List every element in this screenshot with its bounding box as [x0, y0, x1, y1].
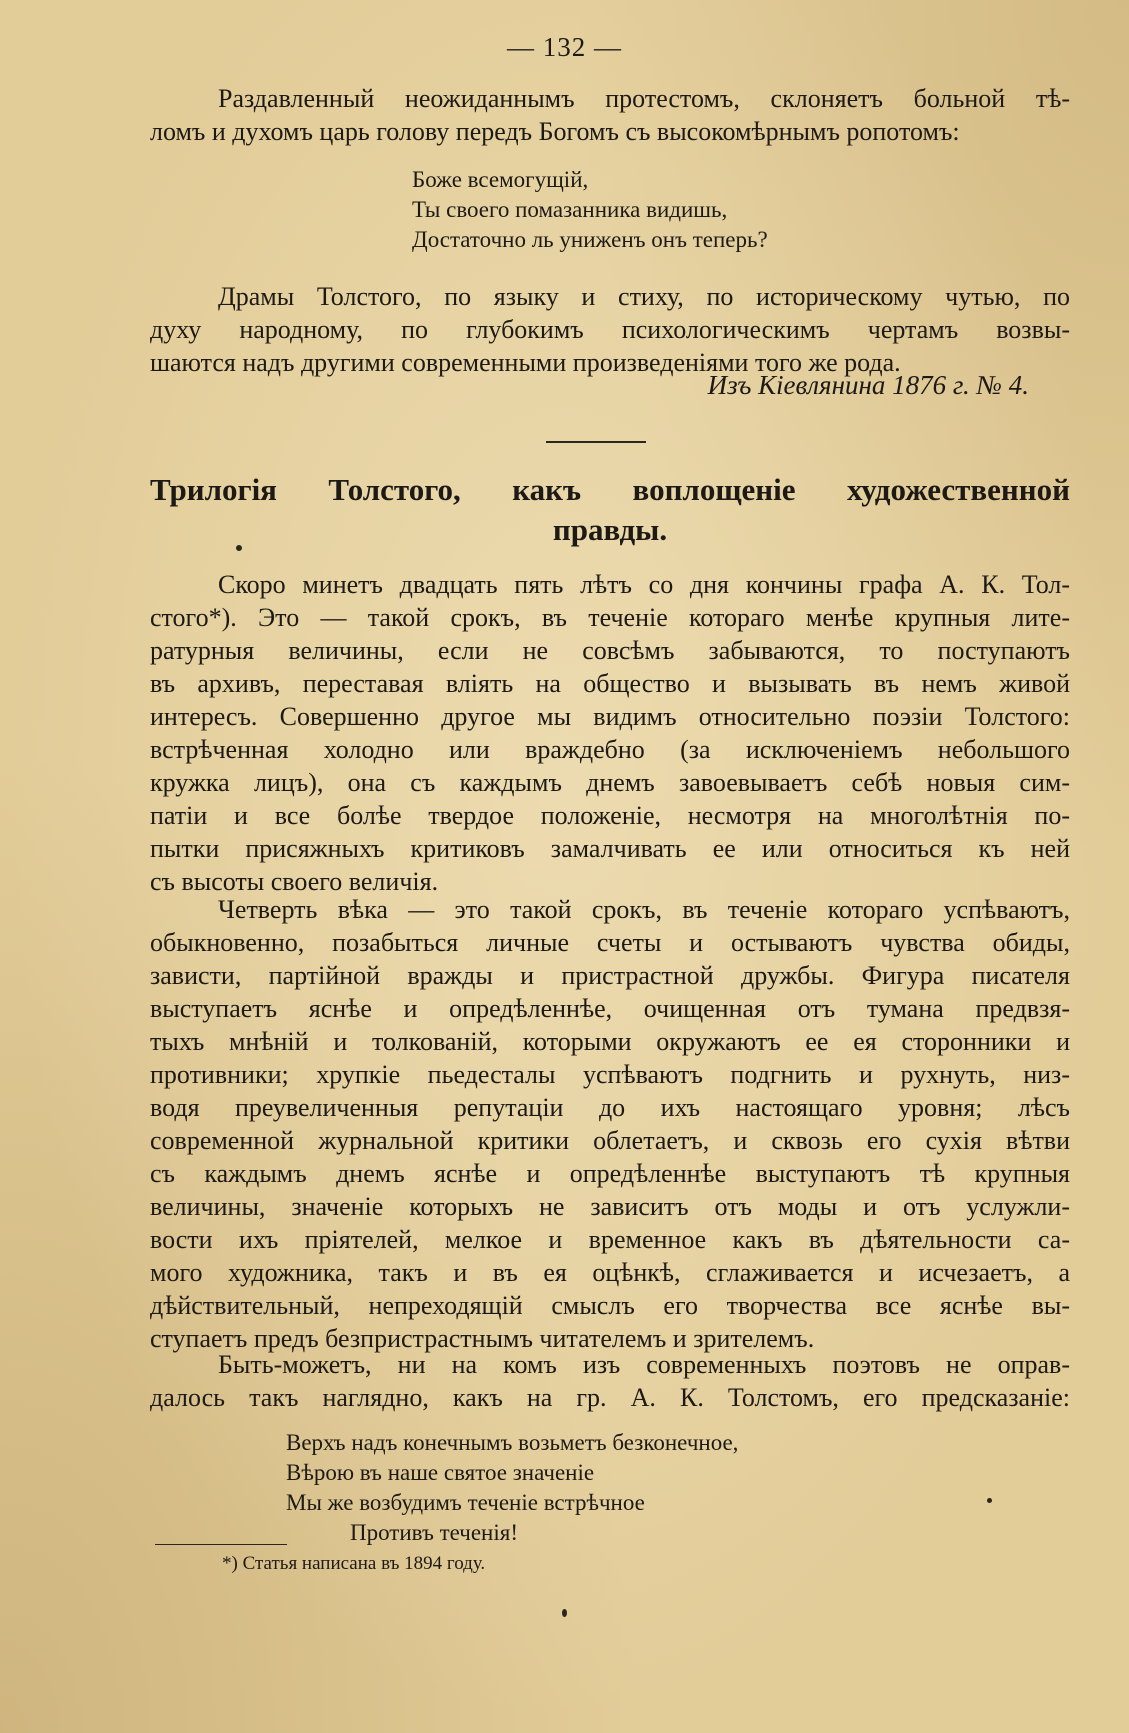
text-line: встрѣченная холодно или враждебно (за исключеніемъ небольшого [150, 735, 1070, 764]
text-line: кружка лицъ), она съ каждымъ днемъ завоевываетъ себѣ новыя сим- [150, 768, 1070, 797]
text-line: ломъ и духомъ царь голову передъ Богомъ съ высокомѣрнымъ ропотомъ: [150, 117, 960, 146]
footnote: *) Статья написана въ 1894 году. [222, 1553, 486, 1574]
paragraph-3 [150, 1348, 1070, 1414]
text-line: далось такъ наглядно, какъ на гр. А. К. Толстомъ, его предсказаніе: [150, 1383, 1070, 1412]
text-line: Быть-можетъ, ни на комъ изъ современныхъ поэтовъ не оправ- [218, 1350, 1070, 1379]
verse-quote-1 [412, 165, 768, 255]
paragraph-1 [150, 568, 1070, 898]
verse-line: Противъ теченія! [350, 1520, 518, 1545]
verse-line: Вѣрою въ наше святое значеніе [286, 1460, 595, 1485]
text-line: Раздавленный неожиданнымъ протестомъ, склоняетъ больной тѣ- [218, 84, 1070, 113]
section-heading [150, 470, 1070, 550]
text-line: водя преувеличенныя репутаціи до ихъ настоящаго уровня; лѣсъ [150, 1093, 1070, 1122]
print-speck [236, 545, 242, 551]
footnote-divider [155, 1544, 287, 1545]
verse-line: Верхъ надъ конечнымъ возьметъ безконечное, [286, 1430, 739, 1455]
text-line: современной журнальной критики облетаетъ, и сквозь его сухія вѣтви [150, 1126, 1070, 1155]
text-line: величины, значеніе которыхъ не зависитъ отъ моды и отъ услужли- [150, 1192, 1070, 1221]
text-line: вости ихъ пріятелей, мелкое и временное какъ въ дѣятельности са- [150, 1225, 1070, 1254]
verse-line: Боже всемогущій, [412, 167, 589, 192]
text-line: пытки присяжныхъ критиковъ замалчивать ее или относиться къ ней [150, 834, 1070, 863]
text-line: шаются надъ другими современными произведеніями того же рода. [150, 348, 901, 377]
text-line: духу народному, по глубокимъ психологическимъ чертамъ возвы- [150, 315, 1070, 344]
text-line: мого художника, такъ и въ ея оцѣнкѣ, сглаживается и исчезаетъ, а [150, 1258, 1070, 1287]
intro-paragraph [150, 82, 1070, 148]
paragraph-2 [150, 893, 1070, 1355]
verse-line: Ты своего помазанника видишь, [412, 197, 728, 222]
drama-paragraph [150, 280, 1070, 379]
heading-line-2: правды. [552, 512, 668, 547]
text-line: въ архивъ, переставая вліять на общество и вызывать въ немъ живой [150, 669, 1070, 698]
section-divider [546, 441, 646, 443]
text-line: дѣйствительный, непреходящій смыслъ его творчества все яснѣе вы- [150, 1291, 1070, 1320]
heading-line-1: Трилогія Толстого, какъ воплощеніе художественной [150, 472, 1070, 507]
text-line: съ каждымъ днемъ яснѣе и опредѣленнѣе выступаютъ тѣ крупныя [150, 1159, 1070, 1188]
text-line: ступаетъ предъ безпристрастнымъ читателемъ и зрителемъ. [150, 1324, 815, 1353]
text-line: ратурныя величины, если не совсѣмъ забываются, то поступаютъ [150, 636, 1070, 665]
source-citation: Изъ Кіевлянина 1876 г. № 4. [707, 370, 1029, 400]
text-line: стого*). Это — такой срокъ, въ теченіе котораго менѣе крупныя лите- [150, 603, 1070, 632]
text-line: Скоро минетъ двадцать пять лѣтъ со дня кончины графа А. К. Тол- [218, 570, 1070, 599]
text-line: Драмы Толстого, по языку и стиху, по историческому чутью, по [218, 282, 1070, 311]
print-speck [562, 1609, 567, 1617]
text-line: патіи и все болѣе твердое положеніе, несмотря на многолѣтнія по- [150, 801, 1070, 830]
page-number: — 132 — [507, 32, 622, 62]
text-line: съ высоты своего величія. [150, 867, 439, 896]
text-line: выступаетъ яснѣе и опредѣленнѣе, очищенная отъ тумана предвзя- [150, 994, 1070, 1023]
text-line: Четверть вѣка — это такой срокъ, въ теченіе котораго успѣваютъ, [218, 895, 1070, 924]
print-speck [987, 1498, 992, 1503]
text-line: зависти, партійной вражды и пристрастной дружбы. Фигура писателя [150, 961, 1070, 990]
text-line: интересъ. Совершенно другое мы видимъ относительно поэзіи Толстого: [150, 702, 1070, 731]
verse-line: Достаточно ль униженъ онъ теперь? [412, 227, 768, 252]
verse-line: Мы же возбудимъ теченіе встрѣчное [286, 1490, 645, 1515]
text-line: противники; хрупкіе пьедесталы успѣваютъ подгнить и рухнуть, низ- [150, 1060, 1070, 1089]
text-line: тыхъ мнѣній и толкованій, которыми окружаютъ ее ея сторонники и [150, 1027, 1070, 1056]
verse-quote-2 [286, 1428, 738, 1548]
text-line: обыкновенно, позабыться личные счеты и остываютъ чувства обиды, [150, 928, 1070, 957]
